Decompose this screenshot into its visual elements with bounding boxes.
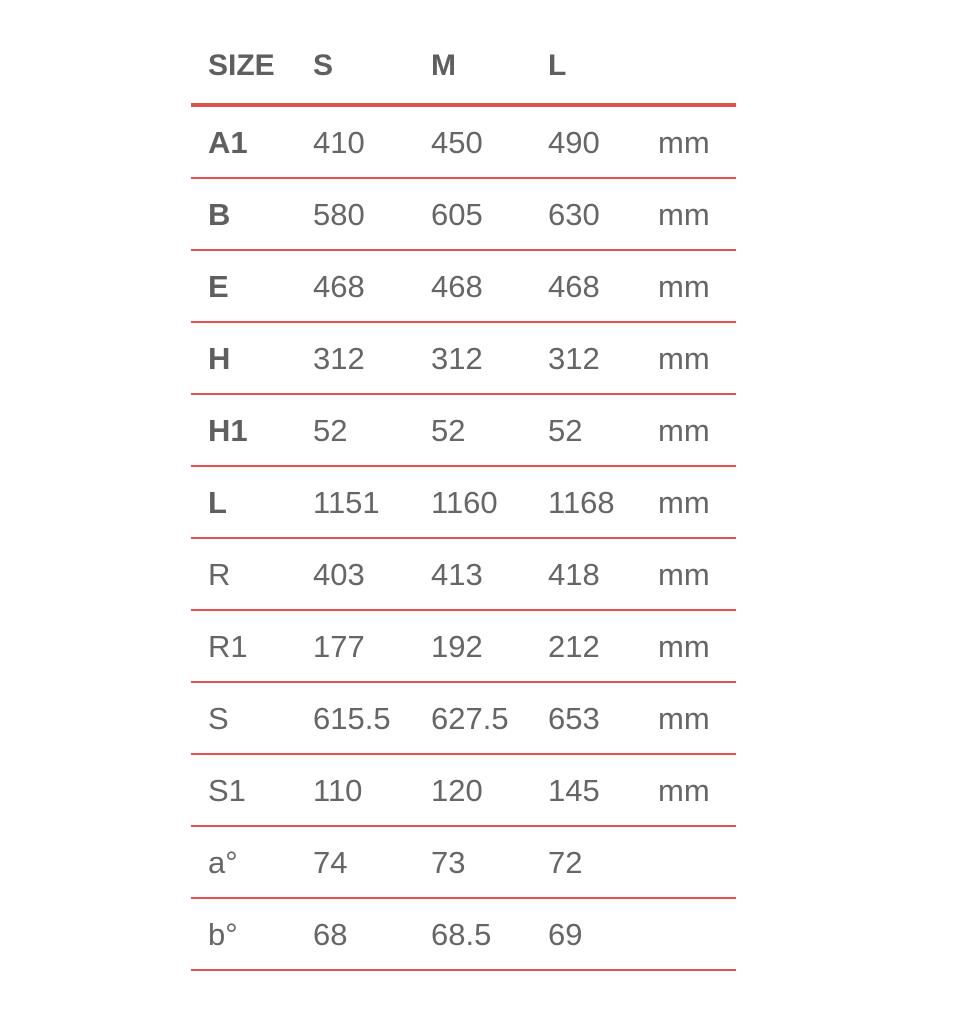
table-row [191, 467, 736, 539]
table-row [191, 179, 736, 251]
table-row [191, 683, 736, 755]
row-label: E [208, 269, 229, 304]
cell-unit: mm [658, 413, 710, 448]
cell-unit: mm [658, 557, 710, 592]
cell-s: 74 [313, 845, 348, 880]
cell-m: 468 [431, 269, 483, 304]
table-row [191, 395, 736, 467]
row-label: S [208, 701, 229, 736]
cell-m: 627.5 [431, 701, 509, 736]
cell-l: 468 [548, 269, 600, 304]
header-size-l: L [548, 49, 567, 82]
cell-s: 468 [313, 269, 365, 304]
header-size-label: SIZE [208, 49, 275, 82]
cell-s: 1151 [313, 485, 380, 520]
cell-m: 192 [431, 629, 483, 664]
cell-unit: mm [658, 197, 710, 232]
cell-s: 580 [313, 197, 365, 232]
cell-l: 653 [548, 701, 600, 736]
cell-l: 212 [548, 629, 600, 664]
cell-m: 120 [431, 773, 483, 808]
cell-s: 177 [313, 629, 365, 664]
table-row [191, 107, 736, 179]
cell-l: 145 [548, 773, 600, 808]
cell-l: 312 [548, 341, 600, 376]
cell-m: 1160 [431, 485, 498, 520]
cell-m: 52 [431, 413, 466, 448]
cell-s: 403 [313, 557, 365, 592]
cell-unit: mm [658, 125, 710, 160]
row-label: S1 [208, 773, 246, 808]
cell-m: 605 [431, 197, 483, 232]
table-row [191, 755, 736, 827]
cell-s: 410 [313, 125, 365, 160]
cell-m: 68.5 [431, 917, 492, 952]
cell-unit: mm [658, 629, 710, 664]
row-label: B [208, 197, 231, 232]
cell-m: 73 [431, 845, 466, 880]
table-row [191, 899, 736, 971]
cell-m: 450 [431, 125, 483, 160]
table-row [191, 827, 736, 899]
table-row [191, 251, 736, 323]
row-label: A1 [208, 125, 248, 160]
header-size-m: M [431, 49, 456, 82]
cell-unit: mm [658, 341, 710, 376]
row-label: L [208, 485, 227, 520]
cell-l: 1168 [548, 485, 615, 520]
row-label: H [208, 341, 231, 376]
row-label: H1 [208, 413, 248, 448]
cell-unit: mm [658, 269, 710, 304]
cell-s: 52 [313, 413, 348, 448]
table-row [191, 323, 736, 395]
cell-s: 110 [313, 773, 363, 808]
cell-m: 312 [431, 341, 483, 376]
table-header-row [191, 32, 736, 107]
cell-s: 68 [313, 917, 348, 952]
cell-s: 312 [313, 341, 365, 376]
row-label: R [208, 557, 231, 592]
cell-unit: mm [658, 485, 710, 520]
cell-l: 72 [548, 845, 583, 880]
cell-m: 413 [431, 557, 483, 592]
cell-unit: mm [658, 773, 710, 808]
table-row [191, 611, 736, 683]
row-label: a° [208, 845, 238, 880]
table-row [191, 539, 736, 611]
geometry-size-table [191, 32, 736, 971]
cell-l: 69 [548, 917, 583, 952]
cell-l: 418 [548, 557, 600, 592]
cell-l: 490 [548, 125, 600, 160]
row-label: R1 [208, 629, 248, 664]
cell-unit: mm [658, 701, 710, 736]
cell-l: 52 [548, 413, 583, 448]
row-label: b° [208, 917, 238, 952]
cell-s: 615.5 [313, 701, 391, 736]
cell-l: 630 [548, 197, 600, 232]
header-size-s: S [313, 49, 334, 82]
